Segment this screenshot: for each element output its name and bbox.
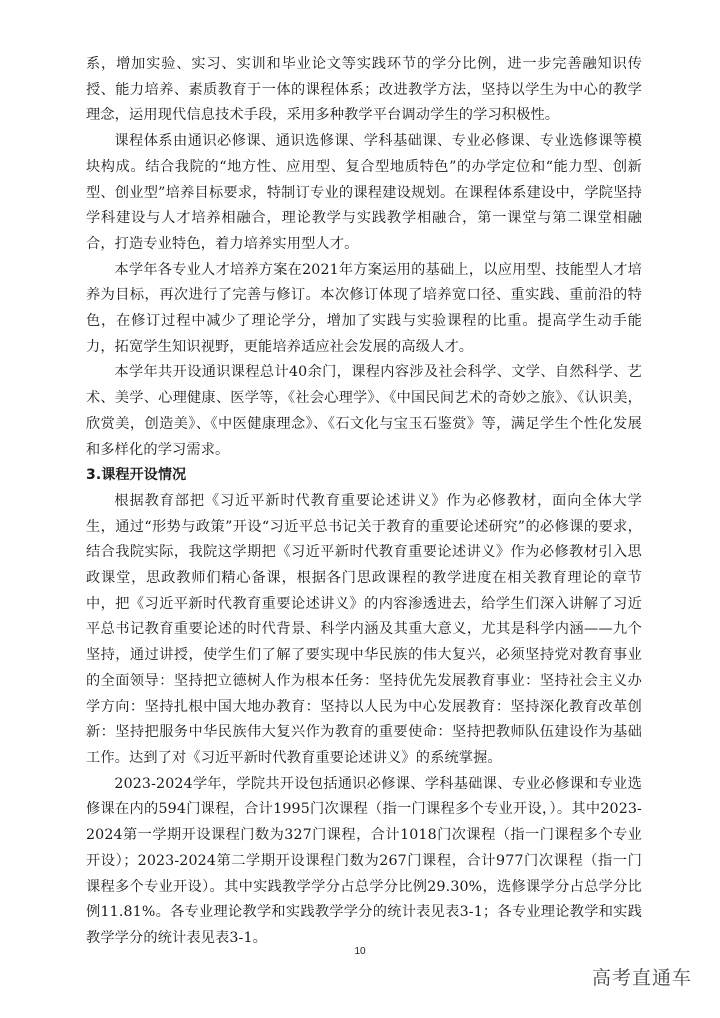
document-body [86,52,642,952]
paragraph-general-courses: 本学年共开设通识课程总计40余门，课程内容涉及社会科学、文学、自然科学、艺术、美学、心理健康、医学等，《社会心理学》、《中国民间艺术的奇妙之旅》、《认识美，欣赏美，创造美》、《中医健康理念》、《石文化与宝玉石鉴赏》等，满足学生个性化发展和多样化的学习需求。 [86,364,642,458]
paragraph-training-plan: 本学年各专业人才培养方案在2021年方案运用的基础上，以应用型、技能型人才培养为目标，再次进行了完善与修订。本次修订体现了培养宽口径、重实践、重前沿的特色，在修订过程中减少了理论学分，增加了实践与实验课程的比重。提高学生动手能力，拓宽学生知识视野，更能培养适应社会发展的高级人才。 [86,261,642,355]
paragraph-ideology-course: 根据教育部把《习近平新时代教育重要论述讲义》作为必修教材，面向全体大学生，通过“形势与政策”开设“习近平总书记关于教育的重要论述研究”的必修课的要求，结合我院实际，我院这学期把《习近平新时代教育重要论述讲义》作为必修教材引入思政课堂，思政教师们精心备课，根据各门思政课程的教学进度在相关教育理论的章节中，把《习近平新时代教育重要论述讲义》的内容渗透进去，给学生们深入讲解了习近平总书记教育重要论述的时代背景、科学内涵及其重大意义，尤其是科学内涵——九个坚持，通过讲授，使学生们了解了要实现中华民族的伟大复兴，必须坚持党对教育事业的全面领导：坚持把立德树人作为根本任务：坚持优先发展教育事业：坚持社会主义办学方向：坚持扎根中国大地办教育：坚持以人民为中心发展教育：坚持深化教育改革创新：坚持把服务中华民族伟大复兴作为教育的重要使命：坚持把教师队伍建设作为基础工作。达到了对《习近平新时代教育重要论述讲义》的系统掌握。 [86,492,642,766]
watermark-text: 高考直通车 [591,967,692,989]
page-number: 10 [354,946,366,957]
paragraph-curriculum-system: 课程体系由通识必修课、通识选修课、学科基础课、专业必修课、专业选修课等模块构成。结合我院的“地方性、应用型、复合型地质特色”的办学定位和“能力型、创新型、创业型”培养目标要求，特制订专业的课程建设规划。在课程体系建设中，学院坚持学科建设与人才培养相融合，理论教学与实践教学相融合，第一课堂与第二课堂相融合，打造专业特色，着力培养实用型人才。 [86,133,642,252]
paragraph-continuation: 系，增加实验、实习、实训和毕业论文等实践环节的学分比例，进一步完善融知识传授、能力培养、素质教育于一体的课程体系；改进教学方法，坚持以学生为中心的教学理念，运用现代信息技术手段，采用多种教学平台调动学生的学习积极性。 [86,56,642,124]
paragraph-course-statistics: 2023-2024学年，学院共开设包括通识必修课、学科基础课、专业必修课和专业选修课在内的594门课程，合计1995门次课程（指一门课程多个专业开设，）。其中2023-2024第一学期开设课程门数为327门课程，合计1018门次课程（指一门课程多个专业开设）；2023-2024第二学期开设课程门数为267门课程，合计977门次课程（指一门课程多个专业开设）。其中实践教学学分占总学分比例29.30%，选修课学分占总学分比例11.81%。各专业理论教学和实践教学学分的统计表见表3-1；各专业理论教学和实践教学学分的统计表见表3-1。 [86,775,642,946]
section-heading: 3.课程开设情况 [86,467,187,484]
